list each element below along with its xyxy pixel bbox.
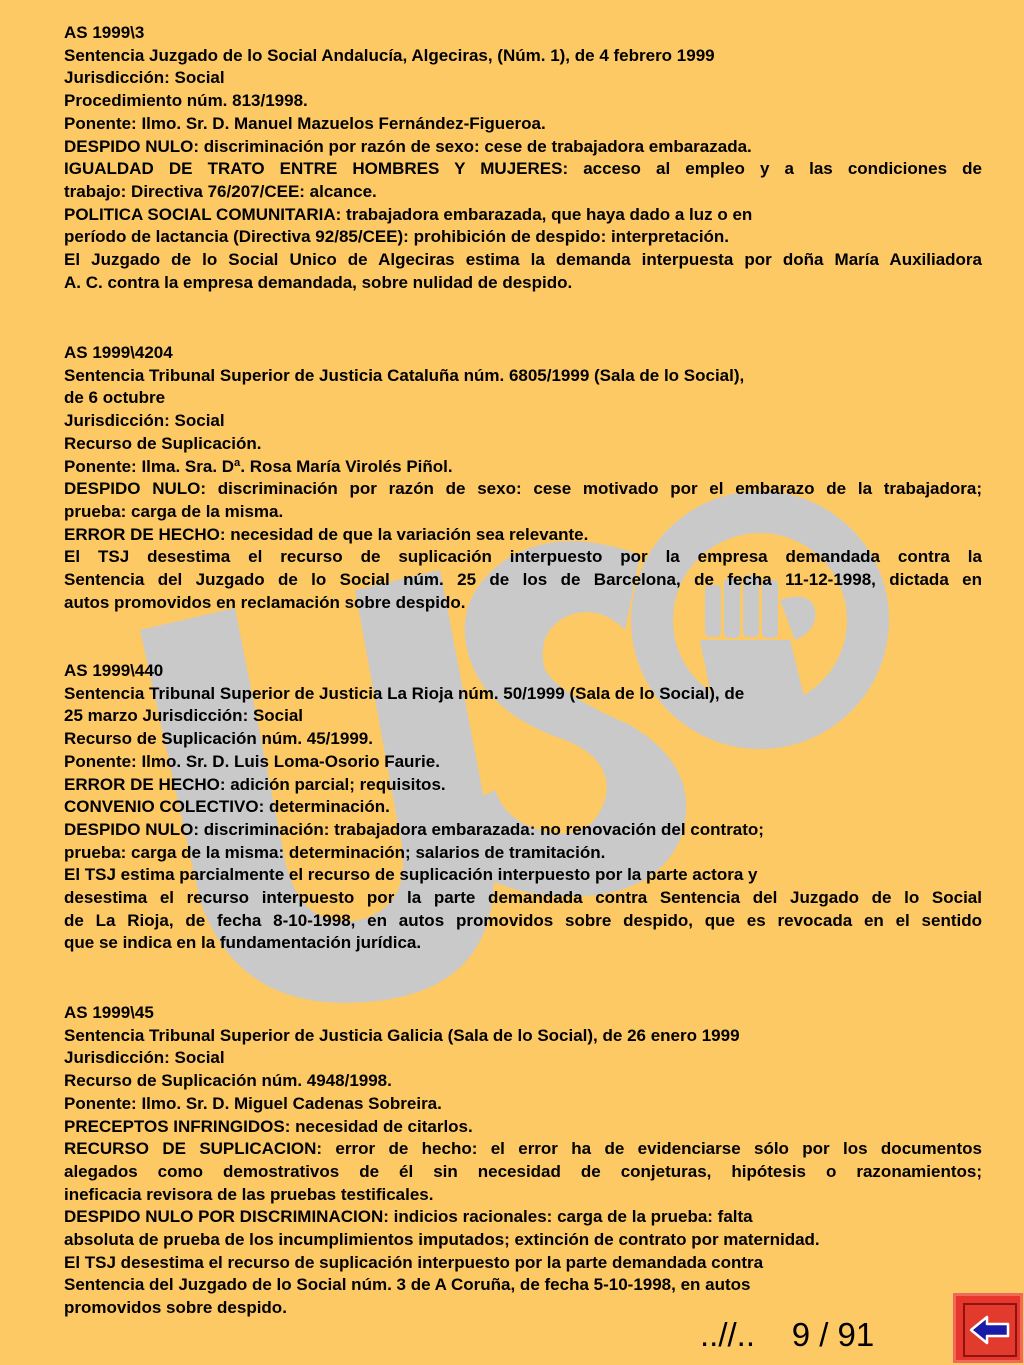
- entry-line: Sentencia Tribunal Superior de Justicia Cataluña núm. 6805/1999 (Sala de lo Social),: [64, 365, 745, 385]
- entry-line: período de lactancia (Directiva 92/85/CEE): prohibición de despido: interpretación.: [64, 227, 730, 247]
- entry-line: Sentencia del Juzgado de lo Social núm. 25 de los de Barcelona, de fecha 11-12-1998, dictada en: [64, 570, 982, 590]
- entry-line: Jurisdicción: Social: [64, 1048, 225, 1068]
- entry-line: El TSJ estima parcialmente el recurso de suplicación interpuesto por la parte actora y: [64, 865, 758, 885]
- entry-line: Ponente: Ilmo. Sr. D. Luis Loma-Osorio Faurie.: [64, 751, 440, 771]
- entry-line: trabajo: Directiva 76/207/CEE: alcance.: [64, 181, 377, 201]
- entry-line: Recurso de Suplicación núm. 4948/1998.: [64, 1071, 392, 1091]
- back-button-face: [963, 1303, 1017, 1357]
- page-number: 9 / 91: [791, 1316, 875, 1353]
- entry-line: de 6 octubre: [64, 388, 166, 408]
- entry-line: DESPIDO NULO POR DISCRIMINACION: indicios racionales: carga de la prueba: falta: [64, 1207, 753, 1227]
- entry-line: CONVENIO COLECTIVO: determinación.: [64, 797, 390, 817]
- entry-line: Sentencia Tribunal Superior de Justicia La Rioja núm. 50/1999 (Sala de lo Social), de: [64, 683, 745, 703]
- ruling-entry: [64, 660, 982, 955]
- entry-line: prueba: carga de la misma: determinación; salarios de tramitación.: [64, 842, 606, 862]
- entry-line: El Juzgado de lo Social Unico de Algeciras estima la demanda interpuesta por doña María Auxiliadora: [64, 250, 982, 270]
- continuation-marker: ..//..: [700, 1316, 756, 1353]
- entry-line: Recurso de Suplicación núm. 45/1999.: [64, 729, 373, 749]
- entry-line: RECURSO DE SUPLICACION: error de hecho: el error ha de evidenciarse sólo por los documentos: [64, 1139, 982, 1159]
- entry-line: Procedimiento núm. 813/1998.: [64, 91, 308, 111]
- entry-line: absoluta de prueba de los incumplimientos imputados; extinción de contrato por maternidad.: [64, 1230, 820, 1250]
- entry-line: que se indica en la fundamentación jurídica.: [64, 933, 422, 953]
- entry-line: El TSJ desestima el recurso de suplicación interpuesto por la empresa demandada contra la: [64, 547, 982, 567]
- entry-reference: AS 1999\3: [64, 23, 145, 42]
- entry-line: A. C. contra la empresa demandada, sobre nulidad de despido.: [64, 272, 573, 292]
- entry-line: prueba: carga de la misma.: [64, 501, 284, 521]
- entry-line: Jurisdicción: Social: [64, 411, 225, 431]
- ruling-entry: [64, 342, 982, 614]
- entry-line: DESPIDO NULO: discriminación por razón de sexo: cese de trabajadora embarazada.: [64, 136, 752, 156]
- entry-line: de La Rioja, de fecha 8-10-1998, en autos promovidos sobre despido, que es revocada en el sentido: [64, 910, 982, 930]
- ruling-entry: [64, 1002, 982, 1320]
- back-button[interactable]: [953, 1293, 1023, 1363]
- entry-line: PRECEPTOS INFRINGIDOS: necesidad de citarlos.: [64, 1116, 473, 1136]
- entry-line: Sentencia Juzgado de lo Social Andalucía, Algeciras, (Núm. 1), de 4 febrero 1999: [64, 45, 715, 65]
- entry-line: Ponente: Ilmo. Sr. D. Manuel Mazuelos Fernández-Figueroa.: [64, 113, 546, 133]
- entry-line: Ponente: Ilmo. Sr. D. Miguel Cadenas Sobreira.: [64, 1093, 442, 1113]
- entry-line: Recurso de Suplicación.: [64, 433, 262, 453]
- entry-line: Jurisdicción: Social: [64, 68, 225, 88]
- entry-line: promovidos sobre despido.: [64, 1298, 287, 1318]
- ruling-entry: [64, 22, 982, 294]
- entry-reference: AS 1999\440: [64, 661, 164, 680]
- entry-reference: AS 1999\45: [64, 1003, 154, 1022]
- entry-line: alegados como demostrativos de él sin necesidad de conjeturas, hipótesis o razonamientos;: [64, 1161, 982, 1181]
- entry-line: Ponente: Ilma. Sra. Dª. Rosa María Virolés Piñol.: [64, 456, 453, 476]
- entry-line: ERROR DE HECHO: adición parcial; requisitos.: [64, 774, 446, 794]
- entry-line: El TSJ desestima el recurso de suplicación interpuesto por la parte demandada contra: [64, 1252, 764, 1272]
- entry-line: autos promovidos en reclamación sobre despido.: [64, 592, 466, 612]
- entry-line: ERROR DE HECHO: necesidad de que la variación sea relevante.: [64, 524, 589, 544]
- entry-line: Sentencia Tribunal Superior de Justicia Galicia (Sala de lo Social), de 26 enero 1999: [64, 1025, 740, 1045]
- back-arrow-icon: [965, 1305, 1015, 1355]
- entry-line: DESPIDO NULO: discriminación por razón de sexo: cese motivado por el embarazo de la trabajadora;: [64, 479, 982, 499]
- entry-line: desestima el recurso interpuesto por la parte demandada contra Sentencia del Juzgado de lo Social: [64, 888, 982, 908]
- entry-line: ineficacia revisora de las pruebas testificales.: [64, 1184, 434, 1204]
- entry-line: POLITICA SOCIAL COMUNITARIA: trabajadora embarazada, que haya dado a luz o en: [64, 204, 753, 224]
- entry-line: IGUALDAD DE TRATO ENTRE HOMBRES Y MUJERES: acceso al empleo y a las condiciones de: [64, 159, 982, 179]
- entry-line: Sentencia del Juzgado de lo Social núm. 3 de A Coruña, de fecha 5-10-1998, en autos: [64, 1275, 751, 1295]
- entry-line: DESPIDO NULO: discriminación: trabajadora embarazada: no renovación del contrato;: [64, 819, 764, 839]
- page-footer: [700, 1316, 874, 1354]
- entry-reference: AS 1999\4204: [64, 343, 173, 362]
- entry-line: 25 marzo Jurisdicción: Social: [64, 706, 304, 726]
